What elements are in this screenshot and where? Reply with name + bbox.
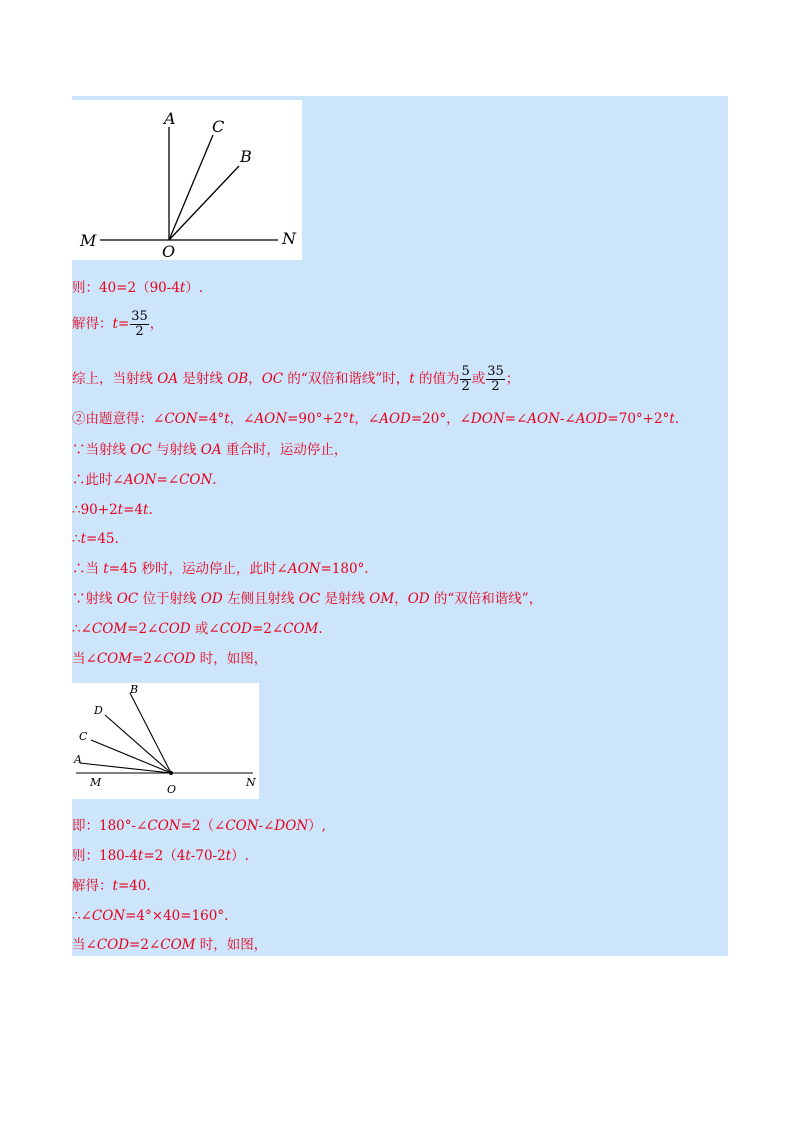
- label-N: N: [282, 229, 296, 248]
- text-line-14: 则：180-4t=2（4t-70-2t）.: [72, 848, 249, 864]
- text-line-6: ∴此时∠AON=∠CON.: [72, 472, 217, 488]
- label-B: B: [240, 147, 252, 166]
- text-line-5: ∵当射线 OC 与射线 OA 重合时，运动停止，: [72, 442, 348, 458]
- text-line-4: ②由题意得：∠CON=4°t，∠AON=90°+2°t，∠AOD=20°，∠DON=∠AON-∠AOD=70°+2°t.: [72, 411, 680, 427]
- angle-figure-1: [72, 100, 302, 260]
- ray-OC-2: [91, 740, 171, 773]
- label-O: O: [162, 242, 176, 260]
- angle-figure-1-svg: [72, 100, 302, 260]
- text-line-3: 综上，当射线 OA 是射线 OB，OC 的“双倍和谐线”时，t 的值为 $\frac{5}{2}$ 或 $\frac{35}{2}$ ；: [72, 364, 520, 394]
- point-O-2: [169, 771, 173, 775]
- ray-OB-2: [130, 693, 171, 773]
- text-line-2: 解得：t= $\frac{35}{2}$ ，: [72, 309, 164, 339]
- label-O-2: O: [167, 783, 177, 796]
- label-A: A: [164, 109, 176, 128]
- label-C-2: C: [79, 730, 88, 743]
- label-C: C: [212, 117, 225, 136]
- fraction-5-2: $\frac{5}{2}$: [461, 364, 470, 394]
- text-line-9: ∴当 t=45 秒时，运动停止，此时∠AON=180°.: [72, 561, 369, 577]
- label-M: M: [80, 231, 97, 250]
- text-line-7: ∴90+2t=4t.: [72, 502, 153, 518]
- text-line-12: 当∠COM=2∠COD 时，如图，: [72, 651, 268, 667]
- label-A-2: A: [74, 753, 82, 766]
- ray-OD-2: [105, 715, 171, 773]
- text-line-11: ∴∠COM=2∠COD 或∠COD=2∠COM.: [72, 621, 323, 637]
- text-line-1: 则：40=2（90-4t）.: [72, 280, 204, 296]
- label-B-2: B: [130, 683, 139, 696]
- angle-figure-2: [72, 683, 259, 799]
- fraction-35-2: $\frac{35}{2}$: [131, 309, 148, 339]
- label-N-2: N: [246, 776, 256, 789]
- angle-figure-2-svg: [72, 683, 259, 799]
- text-line-17: 当∠COD=2∠COM 时，如图，: [72, 937, 268, 953]
- text-line-16: ∴∠CON=4°×40=160°.: [72, 908, 229, 924]
- text-line-8: ∴t=45.: [72, 531, 119, 547]
- ray-OC: [169, 135, 213, 240]
- fraction-35-2b: $\frac{35}{2}$: [487, 364, 504, 394]
- text-line-10: ∵射线 OC 位于射线 OD 左侧且射线 OC 是射线 OM，OD 的“双倍和谐线”，: [72, 591, 543, 607]
- label-M-2: M: [90, 776, 102, 789]
- text-line-15: 解得：t=40.: [72, 878, 151, 894]
- ray-OB: [169, 166, 239, 240]
- ray-OA-2: [80, 763, 171, 773]
- text-line-13: 即：180°-∠CON=2（∠CON-∠DON）,: [72, 818, 326, 834]
- label-D-2: D: [94, 704, 103, 717]
